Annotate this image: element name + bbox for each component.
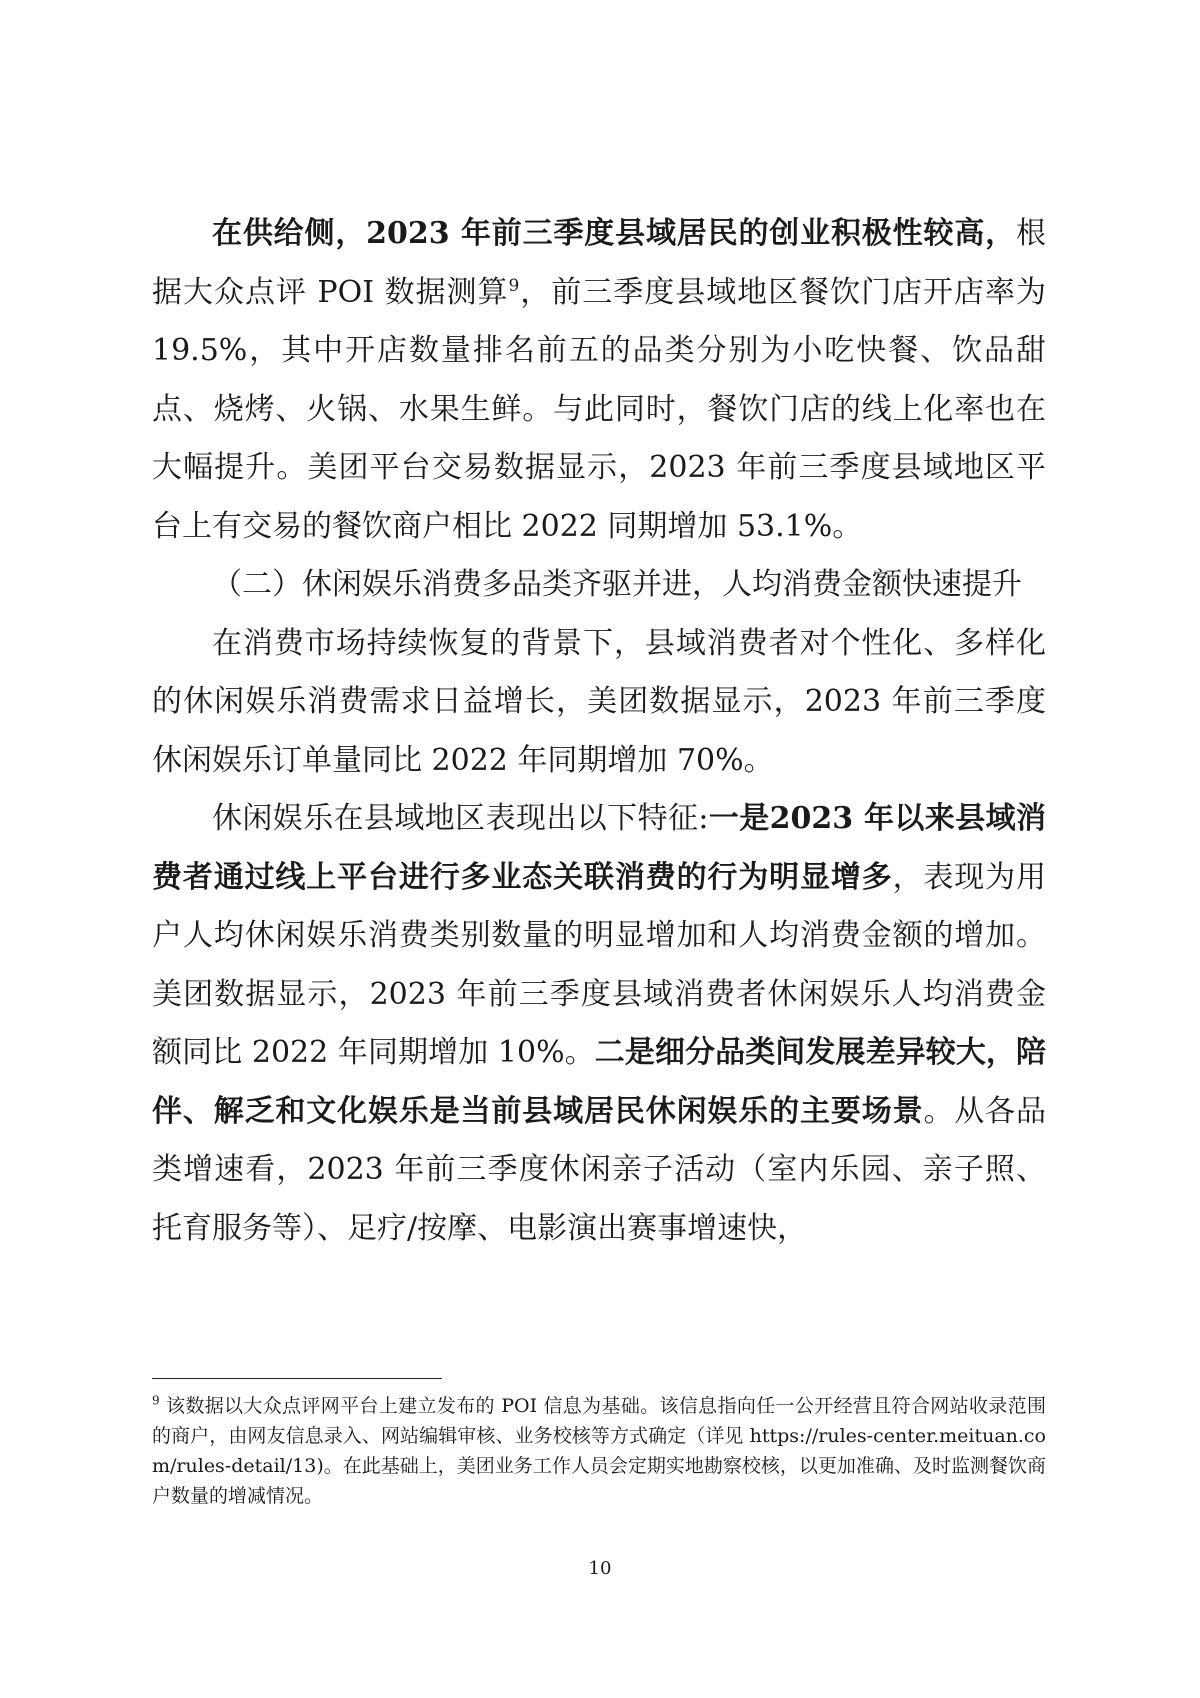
features-text-2: ，表现为用户人均休闲娱乐消费类别数量的明显增加和人均消费金额的增加。美团数据显示，2023 年前三季度县域消费者休闲娱乐人均消费金额同比 2022 年同期增加 10%。 (152, 859, 1047, 1070)
paragraph-features (152, 790, 1046, 1258)
body-text (152, 205, 1046, 1258)
footnote-text: 该数据以大众点评网平台上建立发布的 POI 信息为基础。该信息指向任一公开经营且符合网站收录范围的商户，由网友信息录入、网站编辑审核、业务校核等方式确定（详见 https://rules-center.meituan.com/rules-detail/13)。在此基础上，美团业务工作人员会定期实地勘察校核，以更加准确、及时监测餐饮商户数量的增减情况。 (152, 1395, 1046, 1507)
footnote-divider (152, 1378, 442, 1379)
page-number: 10 (588, 1558, 612, 1579)
section-heading: （二）休闲娱乐消费多品类齐驱并进，人均消费金额快速提升 (212, 567, 1022, 602)
supply-side-text-a: 根据大众点评 POI 数据测算 (152, 216, 1046, 310)
paragraph-demand: 在消费市场持续恢复的背景下，县域消费者对个性化、多样化的休闲娱乐消费需求日益增长，美团数据显示，2023 年前三季度休闲娱乐订单量同比 2022 年同期增加 70%。 (152, 625, 1046, 778)
features-bold-2: 二是细分品类间发展差异较大，陪伴、解乏和文化娱乐是当前县域居民休闲娱乐的主要场景 (152, 1035, 1047, 1129)
footnote-marker: 9 (152, 1393, 160, 1408)
features-text-1: 休闲娱乐在县域地区表现出以下特征: (212, 801, 709, 836)
footnote (152, 1391, 1046, 1511)
supply-side-text-b: ，前三季度县域地区餐饮门店开店率为 19.5%，其中开店数量排名前五的品类分别为小吃快餐、饮品甜点、烧烤、火锅、水果生鲜。与此同时，餐饮门店的线上化率也在大幅提升。美团平台交易数据显示，2023 年前三季度县域地区平台上有交易的餐饮商户相比 2022 同期增加 53.1%。 (152, 274, 1047, 544)
features-bold-1: 一是2023 年以来县域消费者通过线上平台进行多业态关联消费的行为明显增多 (152, 801, 1046, 895)
paragraph-supply-side (152, 205, 1046, 556)
features-text-3: 。从各品类增速看，2023 年前三季度休闲亲子活动（室内乐园、亲子照、托育服务等）、足疗/按摩、电影演出赛事增速快， (152, 1093, 1047, 1246)
footnote-reference[interactable]: 9 (508, 275, 520, 296)
supply-side-lead-bold: 在供给侧，2023 年前三季度县域居民的创业积极性较高， (212, 216, 1016, 251)
